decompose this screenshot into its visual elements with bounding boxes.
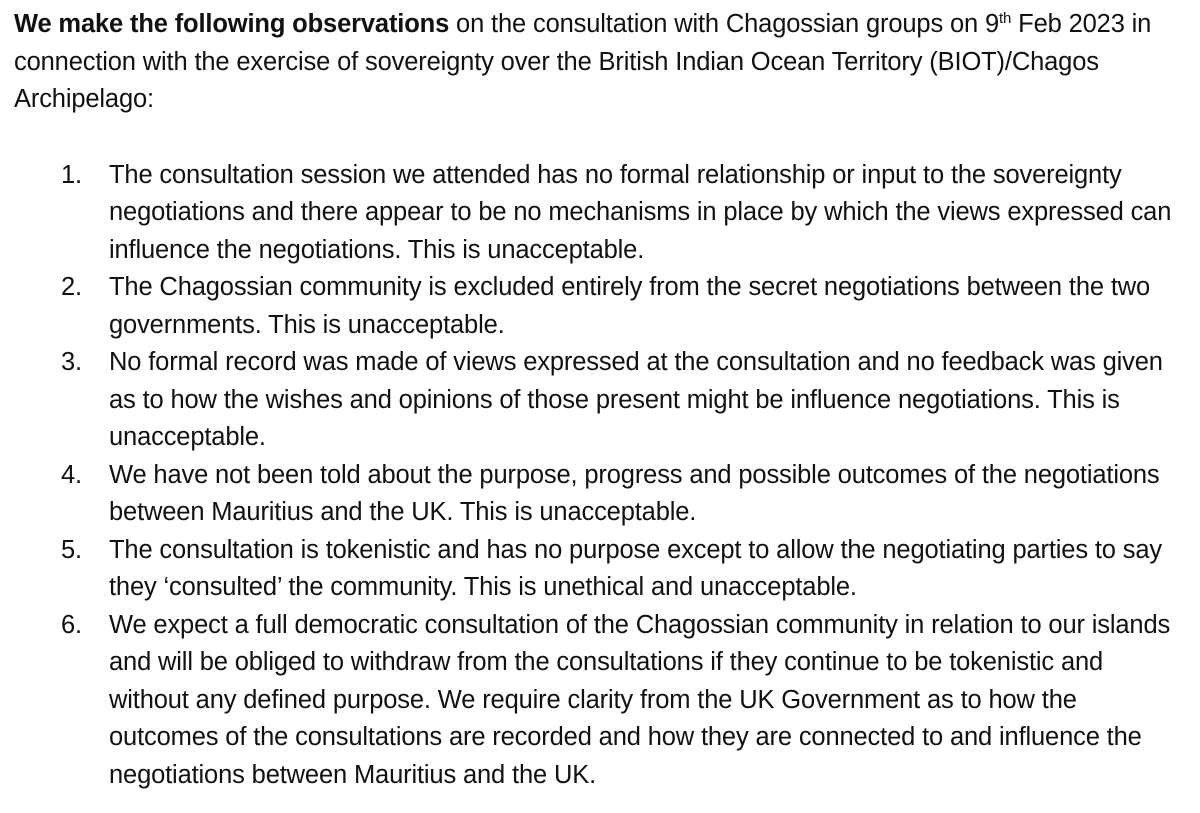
observation-number: 6.: [61, 610, 82, 639]
observation-text: The consultation session we attended has no formal relationship or input to the sovereignty negotiations and there appear to be no mechanisms in place by which the views expressed can influence the negotiations. This is unacceptable.: [109, 160, 1172, 264]
observation-number: 2.: [61, 273, 82, 301]
observation-text: We expect a full democratic consultation of the Chagossian community in relation to our islands and will be obliged to withdraw from the consultations if they continue to be tokenistic and without any defined purpose. We require clarity from the UK Government as to how the outcomes of the consultations are recorded and how they are connected to and influence the negotiations between Mauritius and the UK.: [109, 610, 1171, 789]
observation-item: [14, 344, 1184, 457]
observation-item: [14, 269, 1184, 344]
intro-bold-lead: We make the following observations: [14, 10, 450, 38]
observation-item: [14, 607, 1184, 795]
observation-text: The Chagossian community is excluded entirely from the secret negotiations between the two governments. This is unacceptable.: [109, 273, 1151, 339]
observation-item: [14, 157, 1184, 270]
observations-list: [14, 157, 1184, 795]
observation-item: [14, 457, 1184, 532]
observation-number: 5.: [61, 535, 82, 564]
intro-paragraph: [14, 6, 1184, 119]
observation-number: 1.: [61, 160, 82, 189]
intro-superscript: th: [999, 10, 1012, 27]
observation-number: 3.: [61, 348, 82, 376]
observation-text: No formal record was made of views expressed at the consultation and no feedback was given as to how the wishes and opinions of those present might be influence negotiations. This is unacceptable.: [109, 348, 1163, 451]
document-body: [14, 6, 1184, 794]
observation-text: The consultation is tokenistic and has no purpose except to allow the negotiating parties to say they ‘consulted’ the community. This is unethical and unacceptable.: [109, 535, 1163, 601]
observation-text: We have not been told about the purpose, progress and possible outcomes of the negotiations between Mauritius and the UK. This is unacceptable.: [109, 460, 1160, 526]
observation-item: [14, 532, 1184, 607]
intro-text-part-2: Feb 2023 in connection with the exercise of sovereignty over the British Indian Ocean Territory (BIOT)/Chagos Archipelago:: [14, 10, 1152, 113]
observation-number: 4.: [61, 460, 82, 489]
intro-text-part-1: on the consultation with Chagossian groups on 9: [449, 10, 1000, 38]
